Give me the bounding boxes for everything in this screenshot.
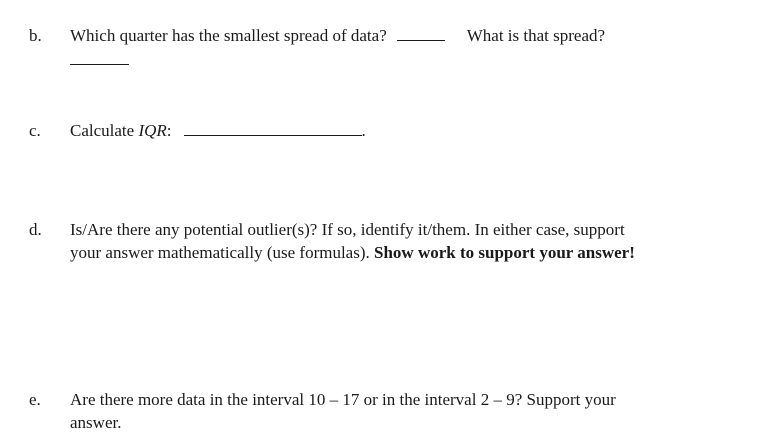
item-b-quarter-blank[interactable] <box>397 26 445 41</box>
item-c-end: . <box>361 121 366 140</box>
item-c-iqr-blank[interactable] <box>184 121 362 136</box>
item-d-line1: Is/Are there any potential outlier(s)? If so, identify it/them. In either case, support <box>70 220 625 239</box>
item-c-question <box>70 121 366 141</box>
item-d-line2-plain: your answer mathematically (use formulas). <box>70 243 375 262</box>
item-e-line1: Are there more data in the interval 10 – 17 or in the interval 2 – 9? Support your <box>70 390 616 409</box>
item-c-prefix: Calculate <box>70 121 139 140</box>
item-b-spread-blank[interactable] <box>70 50 129 65</box>
item-b-text: Which quarter has the smallest spread of data? <box>70 26 387 45</box>
item-b-label: b. <box>29 26 42 45</box>
item-d-label: d. <box>29 220 42 239</box>
item-e-label: e. <box>29 390 41 409</box>
item-b-text2: What is that spread? <box>466 26 606 45</box>
item-d-line2 <box>70 243 635 263</box>
item-e-line2: answer. <box>70 413 122 432</box>
item-b-spread-line <box>70 50 129 70</box>
item-c-iqr: IQR <box>138 121 167 140</box>
item-c-label: c. <box>29 121 41 140</box>
item-d-line2-bold: Show work to support your answer! <box>374 243 635 262</box>
item-b-question <box>70 26 605 46</box>
item-c-colon: : <box>166 121 172 140</box>
